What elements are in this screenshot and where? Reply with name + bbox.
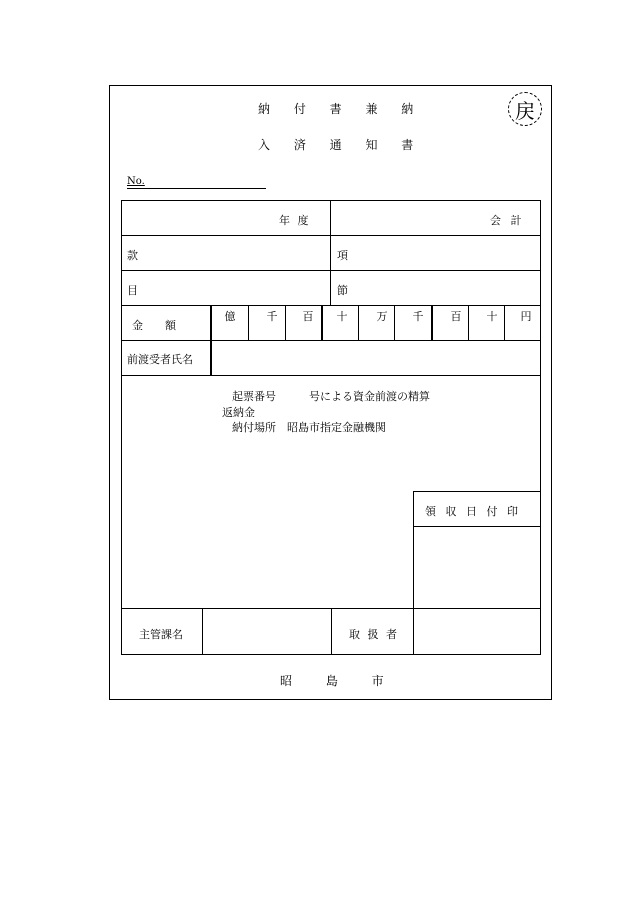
amount-label: 金 額 [132, 319, 176, 332]
department-field[interactable] [203, 609, 330, 654]
payment-place-line: 納付場所 昭島市指定金融機関 [232, 421, 386, 434]
digit-hyaku: 百 [302, 310, 314, 323]
handler-label: 取 扱 者 [349, 628, 397, 641]
digit-sen: 千 [266, 310, 278, 323]
number-field[interactable] [127, 188, 266, 189]
section-kou-label: 項 [337, 249, 348, 262]
row-divider [121, 235, 541, 236]
digit-juu-2: 十 [486, 310, 498, 323]
row-divider [121, 375, 541, 376]
col-divider [330, 200, 331, 305]
number-label: No. [127, 176, 145, 187]
digit-man: 万 [376, 310, 388, 323]
issuer-name: 昭 島 市 [280, 674, 384, 688]
section-kan-label: 款 [127, 249, 138, 262]
row-divider [121, 305, 541, 306]
payee-field[interactable] [211, 341, 540, 374]
return-stamp-char: 戻 [515, 98, 535, 123]
payee-label: 前渡受者氏名 [127, 353, 193, 366]
form-title-line1: 納 付 書 兼 納 [258, 102, 414, 116]
receipt-divider [413, 491, 541, 492]
receipt-date-stamp-label: 領 収 日 付 印 [425, 505, 518, 518]
fiscal-year-label: 年 度 [279, 214, 309, 227]
voucher-line: 起票番号 号による資金前渡の精算 [232, 390, 430, 403]
amount-col-divider [248, 305, 249, 340]
digit-hyaku-2: 百 [450, 310, 462, 323]
section-setsu-label: 節 [337, 284, 348, 297]
digit-oku: 億 [224, 310, 236, 323]
row-divider [121, 270, 541, 271]
return-stamp [508, 92, 542, 126]
digit-sen-2: 千 [412, 310, 424, 323]
department-label: 主管課名 [139, 628, 183, 641]
digit-en: 円 [520, 310, 532, 323]
footer-col-divider [331, 608, 332, 655]
account-label: 会 計 [490, 214, 522, 227]
form-title-line2: 入 済 通 知 書 [258, 138, 414, 152]
refund-line: 返納金 [222, 406, 255, 419]
digit-juu: 十 [336, 310, 348, 323]
section-moku-label: 目 [127, 284, 138, 297]
handler-field[interactable] [414, 609, 540, 654]
receipt-stamp-area[interactable] [414, 527, 540, 607]
